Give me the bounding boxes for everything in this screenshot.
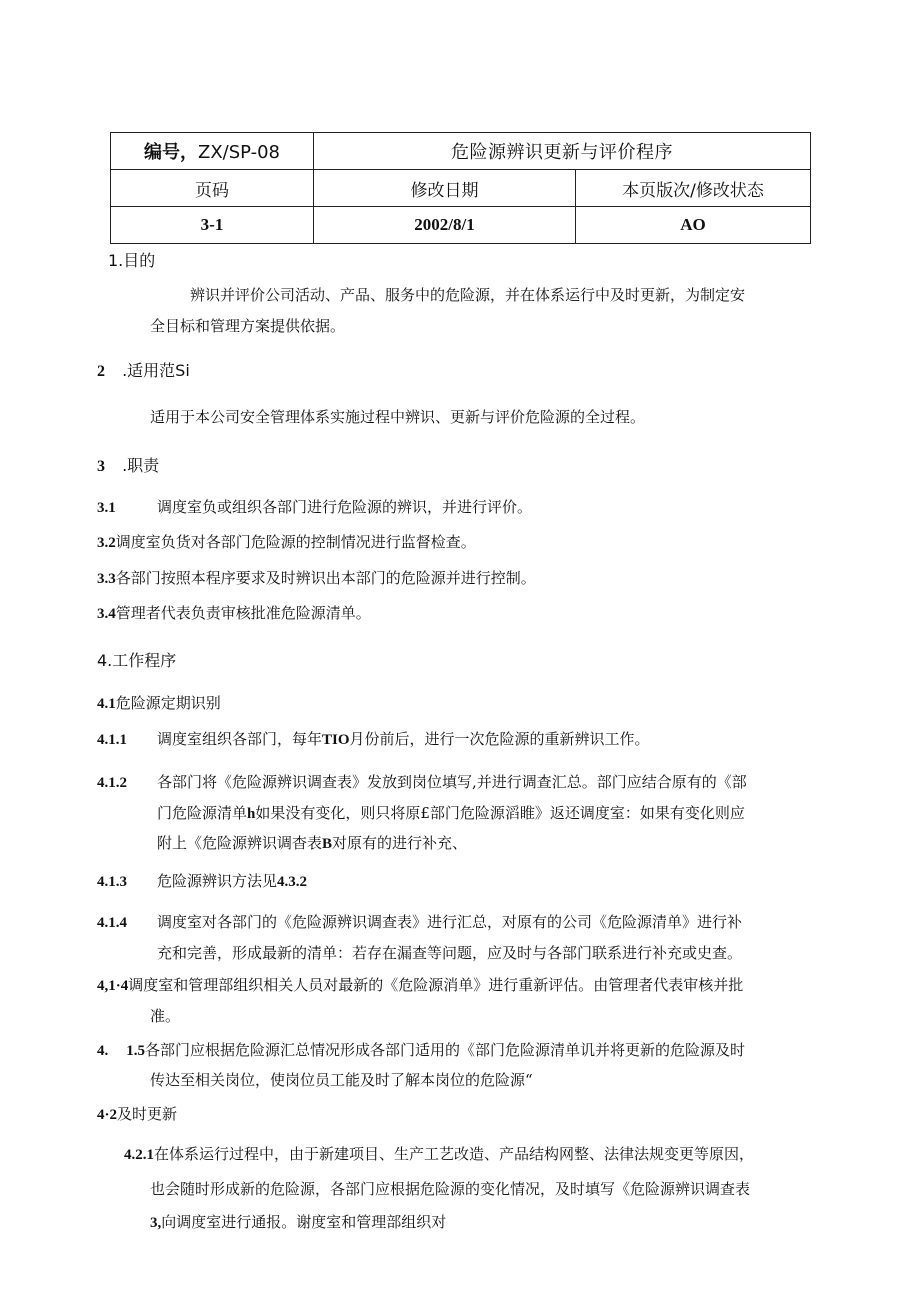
item-text-a: 调度室组织各部门，每年 (157, 730, 323, 748)
item-text-c: 如果没有变化，则只将原£部门危险源滔睢》返还调度室：如果有变化则应 (255, 804, 745, 822)
section-2-number: 2 (97, 363, 105, 380)
item-number: 4.2.1 (124, 1147, 154, 1163)
duty-item-3-3 (97, 568, 536, 589)
document-header-table (110, 132, 811, 244)
item-text-b: TIO (322, 732, 350, 748)
item-number-a: 4. (97, 1043, 109, 1059)
item-text: 在体系运行过程中，由于新建项目、生产工艺改造、产品结构网整、法律法规变更等原因， (154, 1145, 755, 1163)
duty-item-3-1 (97, 497, 532, 518)
item-text-a: 3, (150, 1215, 162, 1231)
item-4-1-3 (97, 871, 307, 892)
col-page-label: 页码 (111, 170, 314, 207)
item-4-1-4-line-1 (97, 912, 742, 933)
item-text: 调度室和管理部组织相关人员对最新的《危险源消单》进行重新评估。由管理者代表审核并批 (128, 976, 744, 994)
version-value: AO (576, 207, 811, 244)
section-3-title: .职责 (122, 456, 160, 475)
item-4-1-4b-line-2: 准。 (150, 1007, 181, 1025)
section-2-heading (97, 360, 190, 383)
duty-number: 3.4 (97, 606, 116, 622)
item-number: 4,1·4 (97, 978, 129, 994)
item-text-c: 对原有的进行补充、 (332, 834, 468, 852)
duty-item-3-4 (97, 603, 371, 624)
item-text-a: 附上《危险源辨识调杳表 (157, 834, 323, 852)
subsection-title: 危险源定期识别 (115, 694, 221, 712)
item-number: 4.1.3 (97, 874, 127, 890)
date-value: 2002/8/1 (314, 207, 576, 244)
section-3-number: 3 (97, 458, 105, 475)
duty-number: 3.2 (97, 535, 116, 551)
duty-text: 各部门按照本程序要求及时辨识出本部门的危险源并进行控制。 (115, 569, 536, 587)
section-3-heading (97, 455, 159, 478)
duty-item-3-2 (97, 532, 476, 553)
item-4-1-5-line-1 (97, 1040, 745, 1061)
doc-title: 危险源辨识更新与评价程序 (314, 133, 811, 170)
header-row-values (111, 207, 811, 244)
item-text: 各部门将《危险源辨识调查表》发放到岗位填写,并进行调查汇总。部门应结合原有的《部 (157, 773, 747, 791)
item-text-a: 门危险源清单 (157, 804, 248, 822)
header-row-columns (111, 170, 811, 207)
item-4-1-5-line-2: 传达至相关岗位，使岗位员工能及时了解本岗位的危险源“ (150, 1071, 533, 1089)
doc-code-value: ZX/SP-08 (197, 142, 280, 163)
section-1-line-2: 全目标和管理方案提供依据。 (150, 317, 346, 335)
subsection-4-1 (97, 693, 221, 714)
item-number: 4.1.4 (97, 915, 127, 931)
duty-text: 调度室负或组织各部门进行危险源的辨识，并进行评价。 (157, 498, 533, 516)
duty-number: 3.3 (97, 571, 116, 587)
doc-code-label: 编号， (143, 142, 198, 163)
section-2-line-1: 适用于本公司安全管理体系实施过程中辨识、更新与评价危险源的全过程。 (150, 408, 646, 426)
duty-text: 调度室负货对各部门危险源的控制情况进行监督检查。 (115, 533, 476, 551)
item-4-1-2-line-3 (157, 833, 467, 854)
duty-number: 3.1 (97, 500, 116, 516)
header-row-title (111, 133, 811, 170)
item-4-2-1-line-1 (124, 1144, 754, 1165)
subsection-4-2 (97, 1104, 177, 1125)
item-4-1-2-line-2 (157, 803, 745, 824)
item-4-1-4b-line-1 (97, 975, 743, 996)
item-text-b: 4.3.2 (277, 874, 308, 890)
col-version-label: 本页版次/修改状态 (576, 170, 811, 207)
section-4-heading: 4.工作程序 (97, 651, 177, 670)
subsection-number: 4.1 (97, 696, 116, 712)
section-1-heading: 1.目的 (108, 251, 156, 270)
item-text: 各部门应根据危险源汇总情况形成各部门适用的《部门危险源清单讥并将更新的危险源及时 (145, 1041, 746, 1059)
duty-text: 管理者代表负责审核批准危险源清单。 (115, 604, 371, 622)
section-2-title: .适用范Si (122, 361, 190, 380)
item-text-a: 危险源辨识方法见 (157, 872, 278, 890)
item-number: 4.1.2 (97, 775, 127, 791)
item-text-b: h (247, 806, 256, 822)
item-4-2-1-line-2: 也会随时形成新的危险源，各部门应根据危险源的变化情况，及时填写《危险源辨识调查表 (150, 1180, 751, 1198)
subsection-number: 4·2 (97, 1107, 118, 1123)
subsection-title: 及时更新 (117, 1105, 178, 1123)
item-4-1-2-line-1 (97, 772, 747, 793)
item-text-c: 月份前后，进行一次危险源的重新辨识工作。 (349, 730, 650, 748)
item-number-b: 1.5 (126, 1043, 145, 1059)
col-date-label: 修改日期 (314, 170, 576, 207)
item-text: 调度室对各部门的《危险源辨识调查表》进行汇总，对原有的公司《危险源清单》进行补 (157, 913, 743, 931)
item-4-2-1-line-3 (150, 1212, 446, 1233)
item-text-b: 向调度室进行通报。谢度室和管理部组织对 (161, 1213, 447, 1231)
doc-code-cell (111, 133, 314, 170)
item-text-b: B (322, 836, 333, 852)
item-number: 4.1.1 (97, 732, 127, 748)
page-value: 3-1 (111, 207, 314, 244)
item-4-1-4-line-2: 充和完善，形成最新的清单：若存在漏查等问题，应及时与各部门联系进行补充或史查。 (157, 944, 743, 962)
section-1-line-1: 辨识并评价公司活动、产品、服务中的危险源，并在体系运行中及时更新，为制定安 (190, 286, 746, 304)
item-4-1-1 (97, 729, 650, 750)
